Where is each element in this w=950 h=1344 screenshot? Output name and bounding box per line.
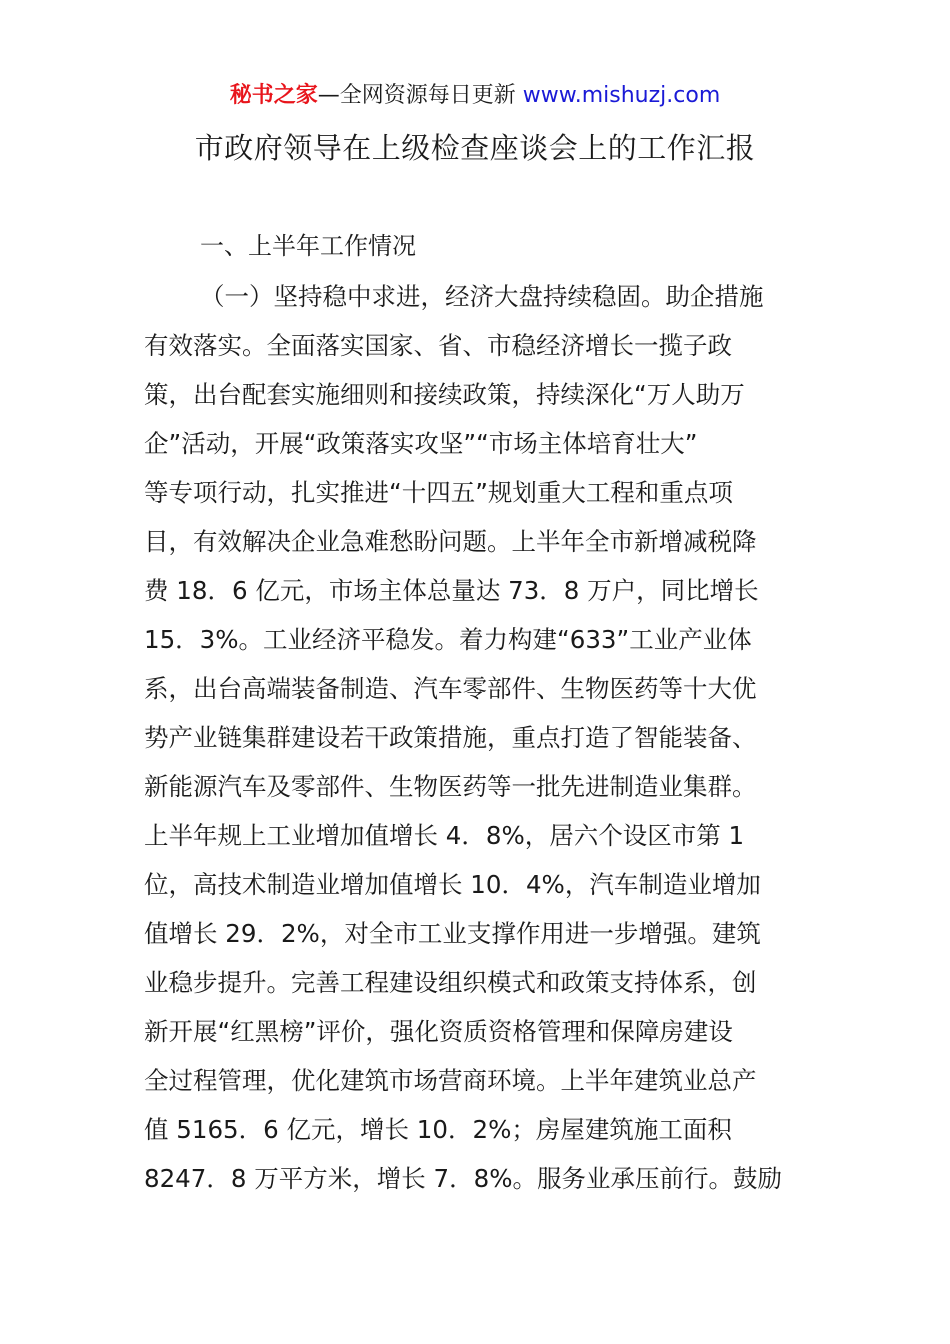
paragraph-line: 目，有效解决企业急难愁盼问题。上半年全市新增减税降 — [144, 527, 757, 556]
paragraph-line: 等专项行动，扎实推进“十四五”规划重大工程和重点项 — [144, 478, 733, 507]
paragraph-line: 系，出台高端装备制造、汽车零部件、生物医药等十大优 — [144, 674, 757, 703]
paragraph-line: 策，出台配套实施细则和接续政策，持续深化“万人助万 — [144, 380, 745, 409]
brand-name: 秘书之家 — [229, 83, 318, 108]
document-title: 市政府领导在上级检查座谈会上的工作汇报 — [194, 131, 756, 165]
paragraph-line: 值 5165．6 亿元，增长 10．2%；房屋建筑施工面积 — [144, 1115, 732, 1144]
paragraph-line: 8247．8 万平方米，增长 7．8%。服务业承压前行。鼓励 — [144, 1164, 782, 1193]
body-paragraph — [144, 272, 824, 1203]
section-heading: 一、上半年工作情况 — [200, 232, 416, 260]
paragraph-line: 位，高技术制造业增加值增长 10．4%，汽车制造业增加 — [144, 870, 761, 899]
paragraph-line: 15．3%。工业经济平稳发。着力构建“633”工业产业体 — [144, 625, 752, 654]
paragraph-line: 值增长 29．2%，对全市工业支撑作用进一步增强。建筑 — [144, 919, 761, 948]
paragraph-line: 势产业链集群建设若干政策措施，重点打造了智能装备、 — [144, 723, 757, 752]
paragraph-line: 新能源汽车及零部件、生物医药等一批先进制造业集群。 — [144, 772, 757, 801]
paragraph-line: 新开展“红黑榜”评价，强化资质资格管理和保障房建设 — [144, 1017, 733, 1046]
paragraph-line: 业稳步提升。完善工程建设组织模式和政策支持体系，创 — [144, 968, 757, 997]
site-url-link[interactable]: www.mishuzj.com — [522, 83, 721, 108]
paragraph-line: 有效落实。全面落实国家、省、市稳经济增长一揽子政 — [144, 331, 732, 360]
paragraph-line: 费 18．6 亿元，市场主体总量达 73．8 万户，同比增长 — [144, 576, 759, 605]
paragraph-line: （一）坚持稳中求进，经济大盘持续稳固。助企措施 — [200, 282, 764, 311]
header-tagline: —全网资源每日更新 — [317, 83, 523, 108]
paragraph-line: 上半年规上工业增加值增长 4．8%，居六个设区市第 1 — [144, 821, 745, 850]
paragraph-line: 全过程管理，优化建筑市场营商环境。上半年建筑业总产 — [144, 1066, 757, 1095]
site-header — [0, 80, 950, 112]
paragraph-line: 企”活动，开展“政策落实攻坚”“市场主体培育壮大” — [144, 429, 698, 458]
